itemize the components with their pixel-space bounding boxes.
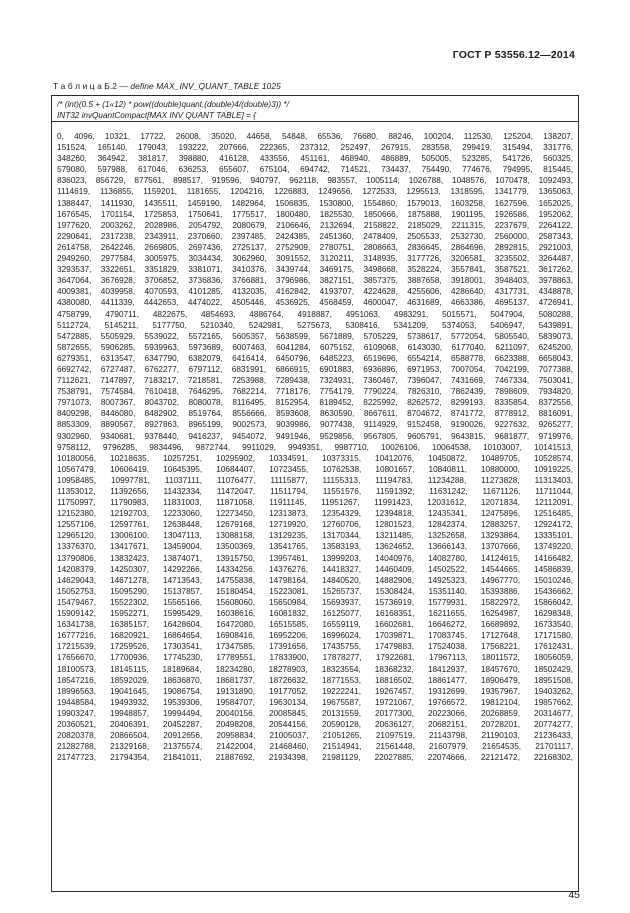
page-number: 45 [568,889,580,901]
code-line: 2949260, 2977584, 3005975, 3034434, 3062960, 3091552, 3120211, 3148935, 3177726, 3206581, 3235502, 3264487, [57,254,573,264]
code-line: 12152380, 12192703, 12233060, 12273450, 12313873, 12354329, 12394818, 12435341, 12475896, 12516485, [57,509,573,519]
code-line: 5112724, 5145211, 5177750, 5210340, 5242981, 5275673, 5308416, 5341209, 5374053, 5406947, 5439891, [57,320,573,330]
code-line: 348260, 364942, 381817, 398880, 416128, 433556, 451161, 468940, 486889, 505005, 523285, 541726, 560325, [57,154,573,164]
code-line: 6279351, 6313547, 6347790, 6382079, 6416414, 6450796, 6485223, 6519696, 6554214, 6588778, 6623388, 6658043, [57,353,573,363]
code-table [51,95,579,892]
code-line: 14629043, 14671278, 14713543, 14755838, 14798164, 14840520, 14882906, 14925323, 14967770, 15010246, [57,575,573,585]
code-line: 18100573, 18145115, 18189684, 18234280, 18278903, 18323554, 18368232, 18412937, 18457670, 18502429, [57,664,573,674]
code-line: 18547216, 18592029, 18636870, 18681737, 18726632, 18771553, 18816502, 18861477, 18906479, 18951508, [57,675,573,685]
code-line: 9758112, 9796285, 9834496, 9872744, 9911029, 9949351, 9987710, 10026106, 10064538, 10103007, 10141513, [57,442,573,452]
code-line: 21282788, 21329168, 21375574, 21422004, 21468460, 21514941, 21561448, 21607979, 21654535, 21701117, [57,742,573,752]
code-line: 5472885, 5505929, 5539022, 5572165, 5605357, 5638599, 5671889, 5705229, 5738617, 5772054, 5805540, 5839073, [57,331,573,341]
code-line: 11750997, 11790983, 11831003, 11871058, 11911145, 11951267, 11991423, 12031612, 12071834, 12112091, [57,498,573,508]
code-line: 1114619, 1136855, 1159201, 1181655, 1204216, 1226883, 1249656, 1272533, 1295513, 1318595, 1341779, 1365063, [57,187,573,197]
code-line: 0, 4096, 10321, 17722, 26008, 35020, 44658, 54848, 65536, 76680, 88246, 100204, 112530, 125204, 138207, [57,132,573,141]
code-line: 2290641, 2317238, 2343911, 2370660, 2397485, 2424385, 2451360, 2478409, 2505533, 2532730, 2560000, 2587343, [57,231,573,241]
code-line: 14208379, 14250307, 14292266, 14334256, 14376276, 14418327, 14460409, 14502522, 14544665, 14586839, [57,564,573,574]
code-line: 15052753, 15095290, 15137857, 15180454, 15223081, 15265737, 15308424, 15351140, 15393886, 15436662, [57,586,573,596]
code-line: 16777216, 16820921, 16864654, 16908416, 16952206, 16996024, 17039871, 17083745, 17127648, 17171580, [57,631,573,641]
code-line: 12557106, 12597761, 12638448, 12679168, 12719920, 12760706, 12801523, 12842374, 12883257, 12924172, [57,520,573,530]
code-line: 3293537, 3322651, 3351829, 3381071, 3410376, 3439744, 3469175, 3498668, 3528224, 3557841, 3587521, 3617262, [57,265,573,275]
code-line: 1676545, 1701154, 1725853, 1750641, 1775517, 1800480, 1825530, 1850666, 1875888, 1901195, 1926586, 1952062, [57,209,573,219]
code-line: 5872655, 5906285, 5939963, 5973689, 6007463, 6041284, 6075152, 6109068, 6143030, 6177040, 6211097, 6245200, [57,342,573,352]
code-declaration: INT32 invQuantCompact[MAX INV QUANT TABLE] = { [57,111,256,120]
table-caption-definition: define MAX_INV_QUANT_TABLE 1025 [130,81,281,91]
code-line: 21747723, 21794354, 21841011, 21887692, 21934398, 21981129, 22027885, 22074666, 22121472, 22168302, [57,753,573,763]
code-line: 1977620, 2003262, 2028986, 2054792, 2080679, 2106646, 2132694, 2158822, 2185029, 2211315, 2237679, 2264122, [57,220,573,230]
code-line: 8853309, 8890567, 8927863, 8965199, 9002573, 9039986, 9077438, 9114929, 9152458, 9190026, 9227632, 9265277, [57,420,573,430]
code-line: 579080, 597988, 617046, 636253, 655607, 675104, 694742, 714521, 734437, 754490, 774676, 794995, 815445, [57,165,573,175]
code-line: 1388447, 1411930, 1435511, 1459190, 1482964, 1506835, 1530800, 1554860, 1579013, 1603258, 1627596, 1652025, [57,198,573,208]
code-line: 151524, 165140, 179043, 193222, 207666, 222365, 237312, 252497, 267915, 283558, 299419, 315494, 331776, [57,143,573,153]
code-line: 19903247, 19948857, 19994494, 20040156, 20085845, 20131559, 20177300, 20223066, 20268859, 20314677, [57,708,573,718]
code-line: 11353012, 11392656, 11432334, 11472047, 11511794, 11551576, 11591392, 11631242, 11671126, 11711044, [57,487,573,496]
standard-header: ГОСТ Р 53556.12—2014 [452,49,575,61]
code-line: 20820378, 20866504, 20912656, 20958834, 21005037, 21051265, 21097519, 21143798, 21190103, 21236433, [57,731,573,741]
code-line: 17656670, 17700936, 17745230, 17789551, 17833900, 17878277, 17922681, 17967113, 18011572, 18056059, [57,653,573,663]
code-line: 836023, 856729, 877561, 898517, 919596, 940797, 962118, 983557, 1005114, 1026788, 1048576, 1070478, 1092493, [57,176,573,186]
code-line: 7112621, 7147897, 7183217, 7218581, 7253988, 7289438, 7324931, 7360467, 7396047, 7431669, 7467334, 7503041, [57,376,573,386]
code-line: 6692742, 6727487, 6762277, 6797112, 6831991, 6866915, 6901883, 6936896, 6971953, 7007054, 7042199, 7077388, [57,364,573,374]
code-line: 3647064, 3676928, 3706852, 3736836, 3766881, 3796986, 3827151, 3857375, 3887658, 3918001, 3948403, 3978863, [57,276,573,286]
code-line: 13376370, 13417671, 13459004, 13500369, 13541765, 13583193, 13624652, 13666143, 13707666, 13749220, [57,542,573,552]
code-line: 10180056, 10218635, 10257251, 10295902, 10334591, 10373315, 10412076, 10450872, 10489705, 10528574, [57,453,573,463]
code-line: 8409298, 8446080, 8482902, 8519764, 8556666, 8593608, 8630590, 8667611, 8704672, 8741772, 8778912, 8816091, [57,409,573,419]
code-line: 20360521, 20406391, 20452287, 20498208, 20544156, 20590128, 20636127, 20682151, 20728201, 20774277, [57,719,573,729]
code-table-header [52,96,578,122]
code-line: 7971073, 8007367, 8043702, 8080078, 8116495, 8152954, 8189452, 8225992, 8262572, 8299193, 8335854, 8372556, [57,398,573,408]
code-line: 4009381, 4039958, 4070593, 4101285, 4132035, 4162842, 4193707, 4224628, 4255606, 4286640, 4317731, 4348878, [57,287,573,297]
code-line: 19448584, 19493932, 19539306, 19584707, 19630134, 19675587, 19721067, 19766572, 19812104, 19857662, [57,697,573,707]
code-line: 4380080, 4411339, 4442653, 4474022, 4505446, 4536925, 4568459, 4600047, 4631689, 4663386, 4695137, 4726941, [57,298,573,308]
code-comment: /* (int)(0.5 + (1«12) * pow((double)quant,(double)4/(double)3)) */ [57,100,289,109]
code-line: 9302960, 9340681, 9378440, 9416237, 9454072, 9491946, 9529856, 9567805, 9605791, 9643815, 9681877, 9719976, [57,431,573,441]
code-line: 10567479, 10606419, 10645395, 10684407, 10723455, 10762538, 10801657, 10840811, 10880000, 10919225, [57,464,573,474]
code-line: 10958485, 10997781, 11037111, 11076477, 11115877, 11155313, 11194783, 11234288, 11273828, 11313403, [57,475,573,485]
code-line: 16341738, 16385157, 16428604, 16472080, 16515585, 16559119, 16602681, 16646272, 16689892, 16733540, [57,620,573,630]
table-caption [53,81,281,91]
code-line: 4758799, 4790711, 4822675, 4854693, 4886764, 4918887, 4951063, 4983291, 5015571, 5047904, 5080288, [57,309,573,319]
code-line: 2614758, 2642246, 2669805, 2697436, 2725137, 2752909, 2780751, 2808663, 2836645, 2864696, 2892815, 2921003, [57,242,573,252]
code-line: 7538791, 7574584, 7610418, 7646295, 7682214, 7718176, 7754179, 7790224, 7826310, 7862439, 7898609, 7934820, [57,387,573,397]
code-line: 17215539, 17259526, 17303541, 17347585, 17391656, 17435755, 17479883, 17524038, 17568221, 17612431, [57,642,573,652]
code-line: 12965120, 13006100, 13047113, 13088158, 13129235, 13170344, 13211485, 13252658, 13293864, 13335101, [57,531,573,541]
code-line: 15909142, 15952271, 15995429, 16038616, 16081832, 16125077, 16168351, 16211655, 16254987, 16298348, [57,609,573,619]
code-line: 13790806, 13832423, 13874071, 13915750, 13957461, 13999203, 14040976, 14082780, 14124615, 14166482, [57,553,573,563]
code-line: 18996563, 19041645, 19086754, 19131890, 19177052, 19222241, 19267457, 19312699, 19357967, 19403262, [57,686,573,696]
code-line: 15479467, 15522302, 15565166, 15608060, 15650984, 15693937, 15736919, 15779931, 15822972, 15866042, [57,597,573,607]
table-caption-prefix: Т а б л и ц а Б.2 — [53,81,131,91]
code-table-body [52,122,578,763]
